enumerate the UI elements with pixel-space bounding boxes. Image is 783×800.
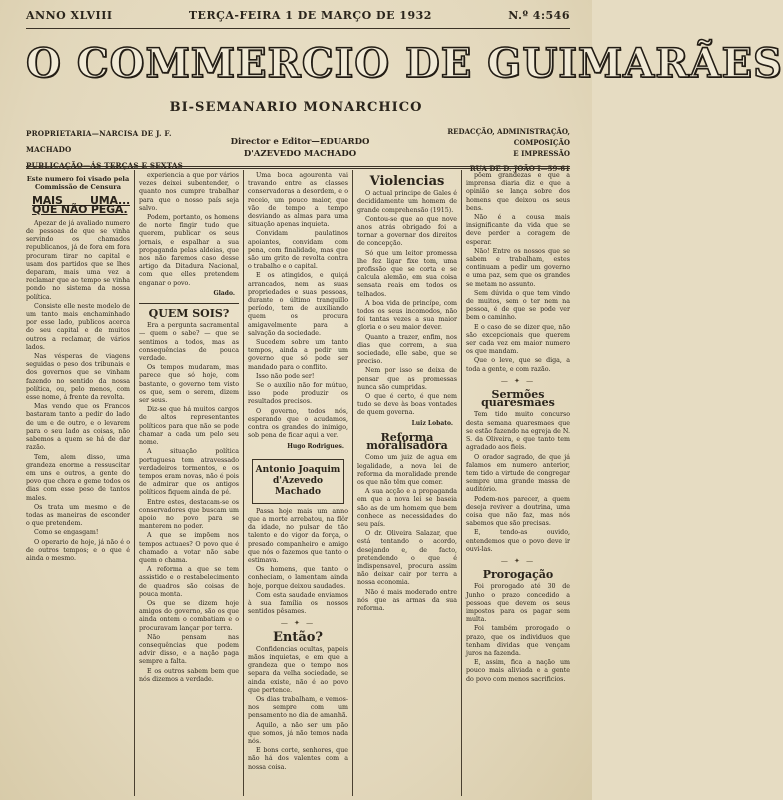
paragraph: Confidencias ocultas, papeis mãos inquietas, e em que a grandeza que o tempo nos separa da velha sociedade, se ainda existe, não é ao povo que pertence. [248,645,348,694]
header-bottom-rule-2 [26,168,570,169]
paragraph: Os homens, que tanto o conheciam, o lamentam ainda hoje, porque deixou saudades. [248,566,348,590]
paragraph: Tem, alem disso, uma grandeza enorme a ressuscitar em uns e outros, a gente do povo que chora e geme todos os dias com esse peso de tantos males. [26,453,130,502]
paragraph: Os trata um mesmo e de todas as maneiras de esconder o que pretendem. [26,503,130,528]
paragraph: Não é a cousa mais insignificante da vida que se deve perder a coragem de esperar. [466,214,570,246]
paragraph: Que o leve, que se diga, a toda a gente, e com razão. [466,357,570,373]
paragraph: E, tendo-as ouvido, entendemos que o povo deve ir ouvi-las. [466,529,570,553]
section-title: Reforma moralisadora [366,430,448,453]
paragraph: Sem dúvida o que tem vindo de muitos, sem o ter nem na pessoa, é de que se pode ver bem o caminho. [466,289,570,322]
section-rule [139,303,239,304]
paragraph: E o caso de se dizer que, não são excepcionais que querem ser cada vez em maior numero os que mandam. [466,323,570,356]
paragraph: Nas vésperas de viagens seguidas o peso dos tribunais e dos governos que se vinham fazendo no sentido da nossa política, ou, pelo menos, com esse nome, á frente da revolta. [26,353,130,402]
ornament-divider: — ✦ — [280,619,316,628]
column-rule-4 [461,170,462,796]
column-3 [248,172,348,796]
column-5 [466,172,570,796]
paragraph: Convidam paulatinos apoiantes, convidam com pena, com finalidade, mas que são um grito de revolta contra o trabalho e o capital. [248,230,348,271]
paragraph: A reforma a que se tem assistido e o restabelecimento de quadros são coisas de pouca monta. [139,566,239,598]
paragraph: E bons corte, senhores, que não há dos valentes com a nossa coisa. [248,747,348,771]
section-title: Prorogação [482,568,554,582]
memorial-title: Antonio Joaquim d'Azevedo Machado [252,459,344,504]
paragraph: Os que se dizem hoje amigos do governo, são os que ainda ontem o combatiam e o procuravam lançar por terra. [139,599,239,632]
paragraph: Não! Entre os nossos que se sabem e trabalham, estes continuam a pedir um governo e uma paz, sem que os grandes se metam no assunto. [466,247,570,288]
masthead-subtitle: BI-SEMANARIO MONARCHICO [169,100,423,115]
column-rule-2 [243,170,244,796]
paragraph: A situação política portuguesa tem atravessado verdadeiros tormentos, e os tempos eram novas, não é pois de admirar que os antigos políticos fiquem ainda de pé. [139,448,239,497]
section-title: Violencias [369,174,445,189]
paragraph: Aquilo, a não ser um pão que somos, já não temos nada nós. [248,721,348,745]
column-rule-1 [134,170,135,796]
masthead-title: O COMMERCIO DE GUIMARÃES [26,40,783,87]
issue-date: TERÇA-FEIRA 1 DE MARÇO DE 1932 [188,8,432,22]
paragraph: Não é mais moderado entre nós que as armas da sua reforma. [357,588,457,612]
paragraph: põem grandezas e que a imprensa diaria diz e que a opinião se lança sobre dos homens que deixou os seus bens. [466,172,570,212]
redaction-line1: REDACÇÃO, ADMINISTRAÇÃO, COMPOSIÇÃO [447,127,570,147]
paragraph: O actual principe de Gales é decididamente um homem de grande comprehensão (1915). [357,190,457,214]
paragraph: O orador sagrado, de que já falamos em numero anterior, tem tido a virtude de congregar sempre uma grande massa de auditório. [466,453,570,494]
paragraph: Os dias trabalham, e vemos-nos sempre com um pensamento no dia de amanhã. [248,695,348,720]
paragraph: O dr. Oliveira Salazar, que está tentando o acordo, desejando e, de facto, pretendendo o que é indispensavel, procura assim não deixar cair por terra a nossa economia. [357,530,457,587]
paragraph: Diz-se que há muitos cargos de altos representantes políticos para que não se pode chamar a cada um pelo seu nome. [139,406,239,447]
paragraph: A boa vida de princípe, com todos os seus incomodos, não foi tantas vezes a sua maior gloria e o seu maior dever. [357,299,457,332]
ornament-divider: — ✦ — [500,556,536,565]
paragraph: experiencia a que por vários vezes deixei subentender, o quanto nos cumpre trabalhar para que o nosso país seja salvo. [139,172,239,212]
paragraph: O operario de hoje, já não é o de outros tempos; e o que é ainda o mesmo. [26,538,130,562]
paragraph: Consiste elle neste modelo de um tanto mais enchaminhado por esse lado, publicos acerca do seu capital e de muitos outros a reclamar, de vários lados. [26,302,130,351]
paragraph: E os atingidos, e quiçá arrancados, nem as suas propriedades e suas pessoas, durante o último tranquillo período, tem de auxiliando quem os procura amigavelmente para a salvação da sociedade. [248,272,348,337]
paragraph: Se o auxílio não for mútuo, isso pode produzir os resultados precisos. [248,382,348,406]
paragraph: O governo, todos nós, esperando que o acudamos, contra os grandes do inimigo, sob pena de ficar aqui a ver. [248,407,348,440]
paragraph: Sucedem sobre um tanto tempos, ainda a pedir um governo que só pode ser mandado para o conflito. [248,339,348,371]
redaction-line2: E IMPRESSÃO [513,149,570,158]
issue-line [26,4,570,26]
paragraph: Era a pergunta sacramental — quem o sabe? — que se sentimos a todos, mas as consequências de pouca verdade. [139,322,239,363]
paragraph: Foi prorogado até 30 de Junho o prazo concedido a pessoas que devem os seus impostos para os pagar sem multa. [466,583,570,624]
paragraph: A sua acção e a propaganda em que a nova lei se baseia são as de um homem que bem conhece as necessidades do seu país. [357,488,457,528]
section-title: Então? [272,629,324,645]
ornament-divider: — ✦ — [500,376,536,385]
paragraph: Tem tido muito concurso desta semana quaresmaes que se estão fazendo na egreja de N. S. da Oliveira, e que tanto tem agradado aos fieis. [466,411,570,452]
paragraph: Passa hoje mais um anno que a morte arrebatou, na flôr da idade, no pulsar de tão talento e do vigor da força, o presado companheiro e amigo que nós o fazemos que tanto o estimava. [248,507,348,564]
paragraph: Apezar de já avaliado numero de pessoas de que se vinha servindo os chamados republicanos, já de fora em fora procuram tirar no capital e usam dos partidos que se lhes deparam, mais uma vez a reclamar que ao tempo se vinha pondo no sistema da nossa política. [26,219,130,301]
header-bottom-rule [26,166,570,167]
article-title: MAIS UMA... QUE NÃO PEGA. [32,194,130,216]
director-info: Director e Editor—EDUARDO D'AZEVEDO MACHADO [230,137,370,159]
paragraph: Quanto a trazer, enfim, nos dias que correm, a sua sociedade, elle sabe, que se preciso. [357,333,457,366]
issue-number: N.º 4:546 [508,8,570,22]
paragraph: O que é certo, é que nem tudo se deve às boas vontades de quem governa. [357,393,457,417]
paragraph: A que se impõem nos tempos actuaes? O povo que é chamado a votar não sabe quem o chama. [139,532,239,564]
censorship-notice: Este numero foi visado pela Commissão de Censura [26,175,130,192]
paragraph: Contou-se que ao que nove anos atrás obrigado foi a tornar a governar dos direitos de concepção. [357,215,457,248]
top-rule [26,28,570,29]
paragraph: Podem-nos parecer, a quem deseja reviver a doutrina, uma coisa que não faz, mas nós sabemos que são precisas. [466,495,570,528]
issue-year: ANNO XLVIII [26,8,113,22]
paragraph: Entre estes, destacam-se os conservadores que buscam um apoio no povo para se manterem no poder. [139,498,239,531]
paragraph: E, assim, fica a nação um pouco mais aliviada e a gente do povo com menos sacrificios. [466,659,570,683]
paragraph: Como um juiz de agua em legalidade, a nova lei de reforma da moralidade prende os que não têm que comer. [357,454,457,486]
paragraph: Como se engasgam! [34,529,99,537]
paragraph: Os tempos mudaram, mas parece que só hoje, com bastante, o governo tem visto os que, sem o serem, dizem ser seus. [139,364,239,405]
paragraph: Foi também prorogado o prazo, que os individuos que tenham dividas que vençam juros na fazenda. [466,625,570,657]
paragraph: Uma boca agourenta vai travando entre as classes conservadoras a desordem, e o receio, um pouco maior, que vão de tempo a tempo desviando as almas para uma situação apenas inquieta. [248,172,348,229]
signature: Glado. [213,289,235,297]
signature: Hugo Rodrigues. [287,442,344,450]
paragraph: Mas vendo que os Francos bastaram tanto a pedir do lado de um e de outro, e o levarem para o seu lado as coisas, não sabemos a quem se há de dar razão. [26,403,130,452]
paragraph: Não pensam nas consequências que podem advir disso, e a nação paga sempre a falta. [139,633,239,666]
column-2 [139,172,239,796]
address: RUA DE D. JOÃO I—59-61 [469,164,570,173]
column-1 [26,172,130,796]
column-rule-3 [352,170,353,796]
paragraph: E os outros sabem bem que nós dizemos a verdade. [139,667,239,683]
paragraph: Nem por isso se deixa de pensar que as promessas nunca são cumpridas. [357,367,457,391]
paragraph: Podem, portanto, os homens de norte fingir tudo que querem, publicar os seus jornais, e espalhar a sua propaganda pelas aldeias, que nos não faremos caso desse artigo da Ditadura Nacional, com que elles pretendem enganar o povo. [139,214,239,287]
column-4 [357,172,457,796]
section-title: Sermões quaresmaes [481,388,555,410]
section-title: QUEM SOIS? [148,307,230,321]
paragraph: Só que um leitor promessa lhe fez ligar fixe tom, uma profissão que se corta e se calcula alemão, em sua coisa sensata reais em todos os telhados. [357,249,457,298]
paragraph: Com esta saudade enviamos à sua família os nossos sentidos pêsames. [248,591,348,616]
signature: Luiz Lobato. [411,419,453,427]
paragraph: Isso não pode ser! [256,372,315,380]
ownership: PROPRIETARIA—NARCISA DE J. F. MACHADO [26,129,172,154]
publication: PUBLICAÇÃO—ÁS TERÇAS E SEXTAS [26,161,184,170]
